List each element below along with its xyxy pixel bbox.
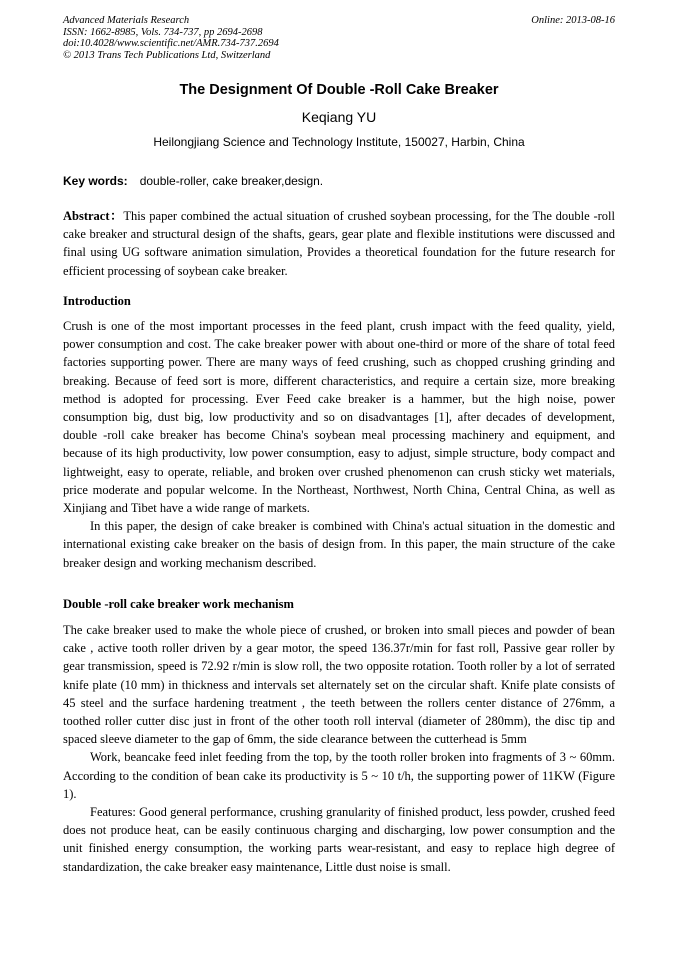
issn-line: ISSN: 1662-8985, Vols. 734-737, pp 2694-2698 [63, 26, 263, 38]
paper-title: The Designment Of Double -Roll Cake Breaker [179, 82, 499, 98]
keywords [63, 174, 615, 188]
keywords-text: double-roller, cake breaker,design. [139, 174, 324, 188]
abstract [63, 207, 615, 280]
paragraph: Crush is one of the most important processes in the feed plant, crush impact with the feed quality, yield, power consumption and cost. The cake breaker power with about one-third or more of the share of total feed factories supporting power. There are many ways of feed crushing, such as chopped crushing grinding and breaking. Because of feed sort is more, different characteristics, and require a certain size, more breaking method is adopted for processing. Ever Feed cake breaker is a hammer, but the high noise, power consumption big, dust big, low productivity and so on disadvantages [1], after decades of development, double -roll cake breaker has become China's soybean meal processing machinery and equipment, and because of its high productivity, low power consumption, easy to adjust, simple structure, body compact and lightweight, easy to operate, reliable, and broken over crushed phenomenon can crush sticky wet materials, price moderate and popular welcome. In the Northeast, Northwest, North China, Central China, as well as Xinjiang and Tibet have a wide range of markets. [63, 319, 615, 516]
section-introduction [63, 317, 615, 572]
online-date: Online: 2013-08-16 [531, 15, 615, 26]
abstract-text: This paper combined the actual situation of crushed soybean processing, for the The double -roll cake breaker and structural design of the shafts, gears, gear plate and flexible institutions were discussed and final using UG software animation simulation, Provides a theoretical foundation for the future research for efficient processing of soybean cake breaker. [63, 209, 615, 278]
journal-name: Advanced Materials Research [63, 15, 190, 26]
paragraph: In this paper, the design of cake breaker is combined with China's actual situation in the domestic and international existing cake breaker on the basis of design from. In this paper, the main structure of the cake breaker design and working mechanism described. [63, 519, 615, 570]
affiliation: Heilongjiang Science and Technology Institute, 150027, Harbin, China [153, 135, 525, 149]
section-heading-introduction: Introduction [63, 294, 131, 308]
author-name: Keqiang YU [301, 109, 377, 125]
section-heading-mechanism: Double -roll cake breaker work mechanism [63, 597, 294, 611]
copyright-line: © 2013 Trans Tech Publications Ltd, Switzerland [63, 49, 271, 61]
abstract-label: Abstract： [63, 209, 124, 223]
paragraph: Features: Good general performance, crushing granularity of finished product, less powder, crushed feed does not produce heat, can be easily continuous charging and discharging, low power consumption and the unit finished energy consumption, the working parts wear-resistant, and easy to replace high degree of standardization, the cake breaker easy maintenance, Little dust noise is small. [63, 805, 615, 874]
paragraph: The cake breaker used to make the whole piece of crushed, or broken into small pieces and powder of bean cake , active tooth roller driven by a gear motor, the speed 136.37r/min for fast roll, Passive gear roller by gear transmission, speed is 72.92 r/min is slow roll, the two opposite rotation. Tooth roller by a lot of serrated knife plate (10 mm) in thickness and intervals set alternately set on the circular shaft. Knife plate consists of 45 steel and the surface hardening treatment , the teeth between the rollers center distance of 276mm, a toothed roller cutter disc just in front of the other tooth roll interval (diameter of 280mm), the disc tip and spaced sleeve diameter to the gap of 6mm, the side clearance between the cutterhead is 5mm [63, 623, 615, 747]
keywords-label: Key words: [63, 174, 128, 188]
section-mechanism [63, 621, 615, 876]
paragraph: Work, beancake feed inlet feeding from the top, by the tooth roller broken into fragments of 3 ~ 60mm. According to the condition of bean cake its productivity is 5 ~ 10 t/h, the supporting power of 11KW (Figure 1). [63, 750, 615, 801]
journal-header [63, 15, 615, 61]
doi-line: doi:10.4028/www.scientific.net/AMR.734-737.2694 [63, 38, 279, 49]
